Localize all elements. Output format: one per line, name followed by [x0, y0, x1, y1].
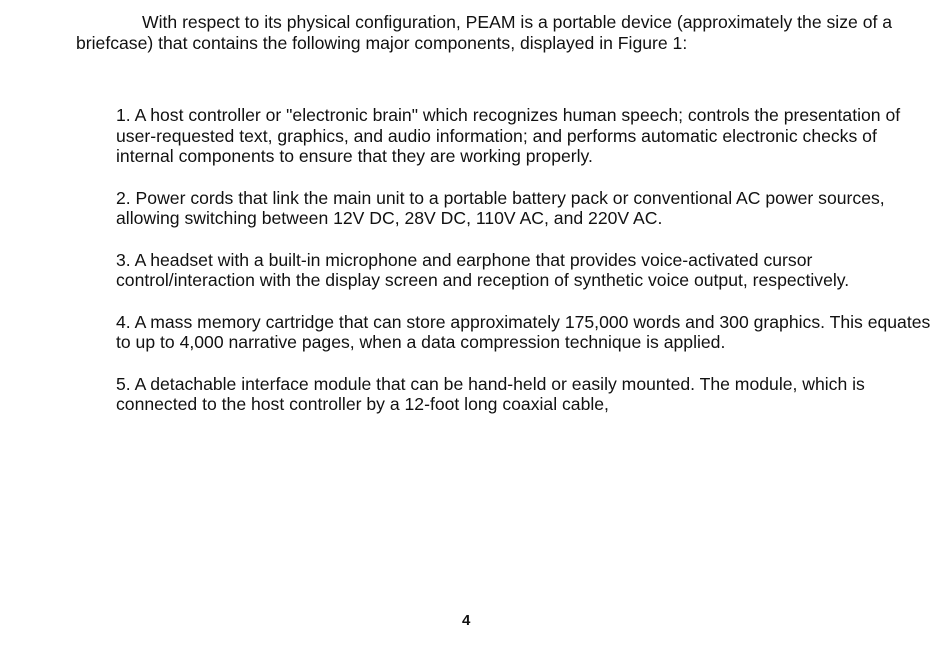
list-item: 2. Power cords that link the main unit to a portable battery pack or conventional AC power sources, allowing switching between 12V DC, 28V DC, 110V AC, and 220V AC.: [116, 187, 885, 228]
intro-paragraph: With respect to its physical configuration, PEAM is a portable device (approximately the size of a briefcase) that contains the following major components, displayed in Figure 1:: [76, 12, 893, 53]
page-number: 4: [462, 612, 471, 629]
list-item: 5. A detachable interface module that can be hand-held or easily mounted. The module, which is connected to the host controller by a 12-foot long coaxial cable,: [116, 373, 865, 414]
list-item: 3. A headset with a built-in microphone and earphone that provides voice-activated cursor control/interaction with the display screen and reception of synthetic voice output, respectively.: [116, 249, 850, 290]
component-list: [116, 105, 931, 436]
list-item: 1. A host controller or "electronic brain" which recognizes human speech; controls the presentation of user-requested text, graphics, and audio information; and performs automatic electronic checks of internal components to ensure that they are working properly.: [116, 105, 901, 166]
list-item: 4. A mass memory cartridge that can store approximately 175,000 words and 300 graphics. This equates to up to 4,000 narrative pages, when a data compression technique is applied.: [116, 311, 931, 352]
